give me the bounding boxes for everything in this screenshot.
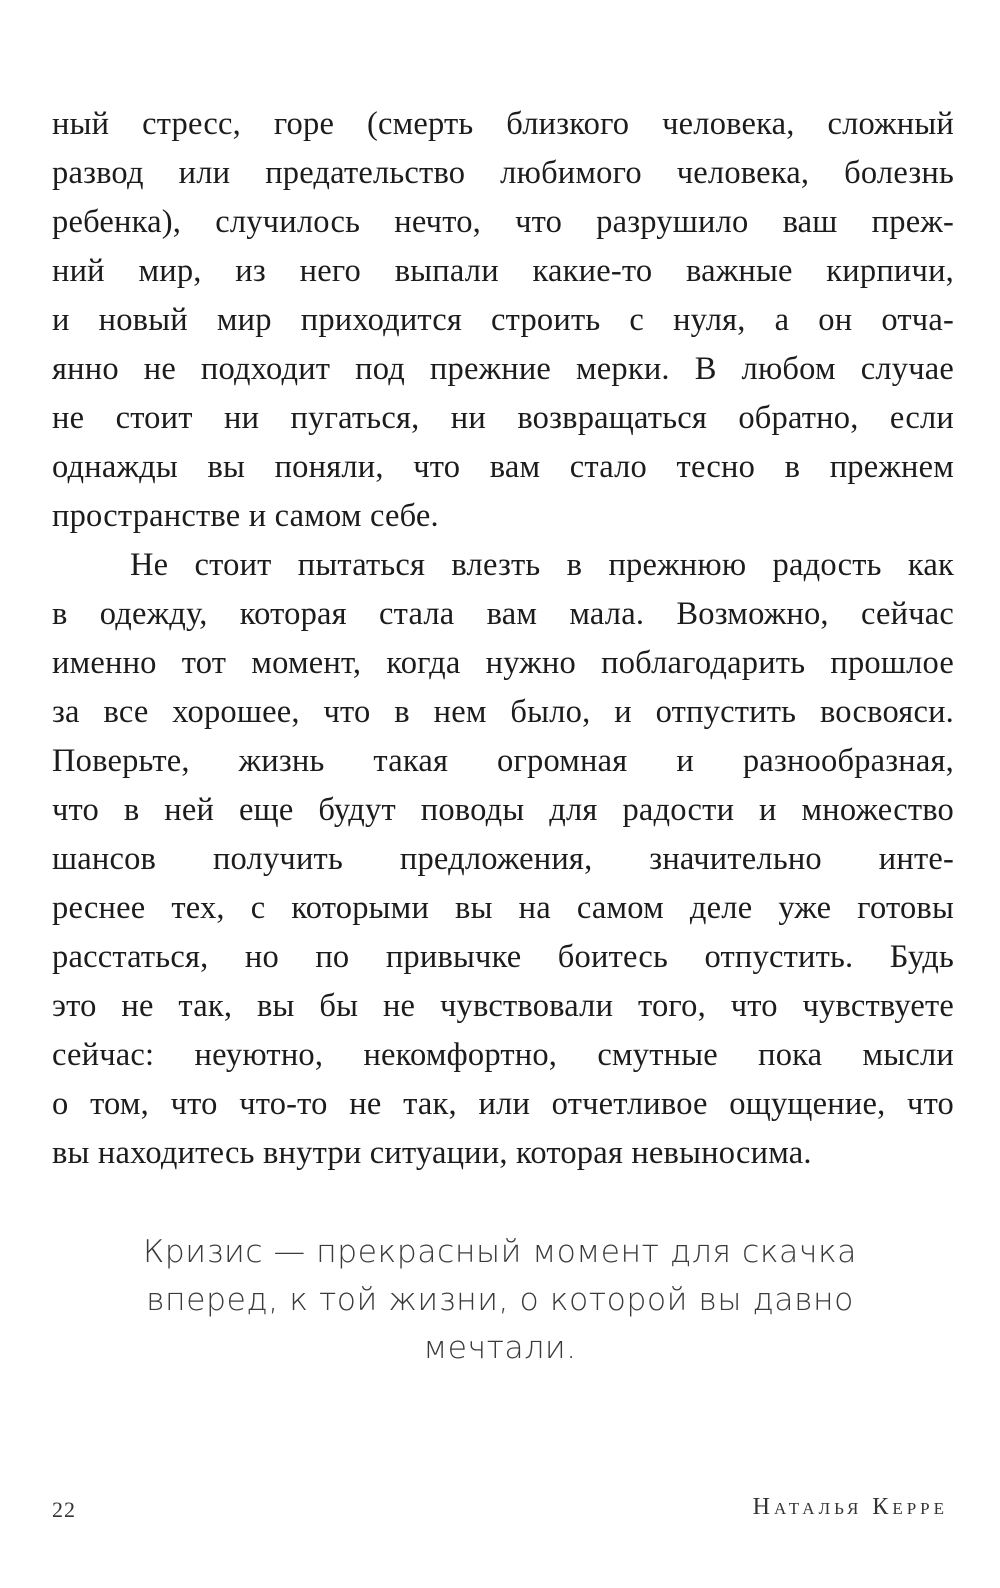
text-line: развод или предательство любимого человека, болезнь: [52, 155, 954, 191]
text-line: шансов получить предложения, значительно инте-: [52, 841, 954, 877]
running-header-author: Наталья Керре: [752, 1494, 948, 1520]
text-line: именно тот момент, когда нужно поблагодарить прошлое: [52, 645, 954, 681]
text-line: в одежду, которая стала вам мала. Возможно, сейчас: [52, 596, 954, 632]
text-line: ребенка), случилось нечто, что разрушило ваш преж-: [52, 204, 954, 240]
pull-quote-line: вперед, к той жизни, о которой вы давно: [146, 1282, 854, 1318]
text-line: и новый мир приходится строить с нуля, а он отча-: [52, 302, 954, 338]
text-line: за все хорошее, что в нем было, и отпустить восвояси.: [52, 694, 954, 730]
text-line: не стоит ни пугаться, ни возвращаться обратно, если: [52, 400, 954, 436]
text-line: о том, что что-то не так, или отчетливое ощущение, что: [52, 1086, 954, 1122]
text-line: реснее тех, с которыми вы на самом деле уже готовы: [52, 890, 954, 926]
text-line: ний мир, из него выпали какие-то важные кирпичи,: [52, 253, 954, 289]
text-line: Поверьте, жизнь такая огромная и разнообразная,: [52, 743, 954, 779]
text-line: расстаться, но по привычке боитесь отпустить. Будь: [52, 939, 954, 975]
page-number: 22: [52, 1497, 76, 1522]
text-line: однажды вы поняли, что вам стало тесно в прежнем: [52, 449, 954, 485]
text-line: сейчас: неуютно, некомфортно, смутные пока мысли: [52, 1037, 954, 1073]
text-line: это не так, вы бы не чувствовали того, что чувствуете: [52, 988, 954, 1024]
text-line: что в ней еще будут поводы для радости и множество: [52, 792, 954, 828]
text-line: ный стресс, горе (смерть близкого человека, сложный: [52, 106, 954, 142]
pull-quote: [60, 1228, 940, 1372]
text-line: янно не подходит под прежние мерки. В любом случае: [52, 351, 954, 387]
body-text: [52, 100, 954, 1178]
paragraph-first-line: Не стоит пытаться влезть в прежнюю радость как: [130, 547, 954, 583]
text-line: вы находитесь внутри ситуации, которая невыносима.: [52, 1135, 812, 1171]
text-line: пространстве и самом себе.: [52, 498, 439, 534]
pull-quote-line: мечтали.: [423, 1330, 577, 1366]
pull-quote-line: Кризис — прекрасный момент для скачка: [143, 1234, 857, 1270]
